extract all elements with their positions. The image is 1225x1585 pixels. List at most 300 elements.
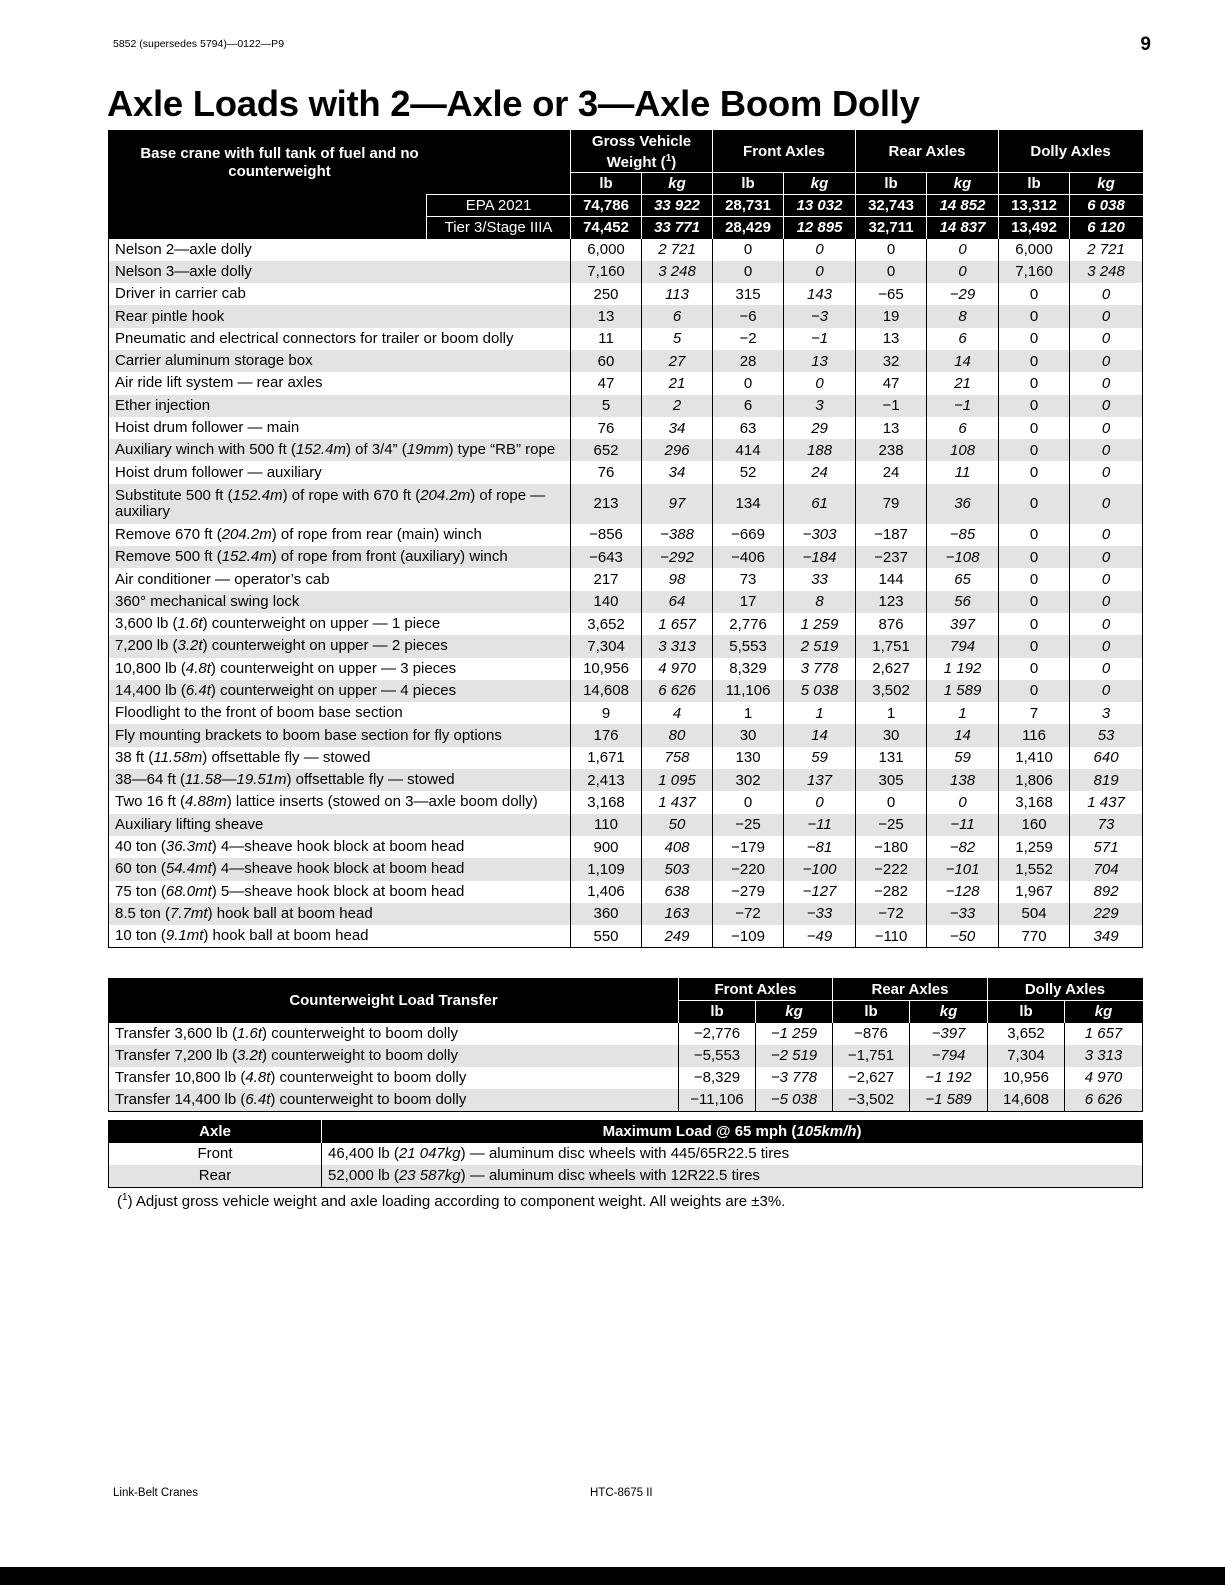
row-value: −2,776 [679,1023,756,1045]
base-value: 32,743 [856,195,927,217]
cw-front-axles-header: Front Axles [679,979,833,1001]
row-value: 56 [927,591,999,613]
row-value: 176 [571,724,642,746]
row-value: 17 [713,591,784,613]
row-value: 0 [1070,635,1143,657]
axle-column-header: Axle [199,1123,231,1141]
row-value: 305 [856,769,927,791]
row-label: 14,400 lb (6.4t) counterweight on upper — 4 pieces [109,680,571,702]
row-value: 32 [856,350,927,372]
row-value: 0 [999,328,1070,350]
row-value: 6,000 [571,239,642,261]
row-value: −876 [833,1023,910,1045]
table-row [109,1023,1143,1045]
row-value: 4 970 [1065,1067,1143,1089]
row-value: −81 [784,836,856,858]
row-value: 876 [856,613,927,635]
row-value: 0 [1070,546,1143,568]
row-value: 65 [927,568,999,590]
row-label: 10 ton (9.1mt) hook ball at boom head [109,925,571,948]
row-label: 8.5 ton (7.7mt) hook ball at boom head [109,903,571,925]
row-value: 11 [571,328,642,350]
row-value: 130 [713,747,784,769]
row-value: −72 [713,903,784,925]
row-value: 0 [999,568,1070,590]
row-value: 79 [856,484,927,524]
footnote: ($^1$) Adjust gross vehicle weight and axle loading according to component weight. All weights are ±3%. [117,1192,786,1210]
table-row [109,881,1143,903]
row-value: 30 [713,724,784,746]
row-value: 1,259 [999,836,1070,858]
row-value: 110 [571,814,642,836]
row-value: 47 [856,372,927,394]
row-value: 0 [999,395,1070,417]
row-value: −406 [713,546,784,568]
row-value: 1,671 [571,747,642,769]
row-value: 6 [642,305,713,327]
page-title: Axle Loads with 2—Axle or 3—Axle Boom Dolly [107,83,920,124]
row-value: 1 192 [927,658,999,680]
row-value: 14 [927,724,999,746]
row-value: 60 [571,350,642,372]
row-value: 0 [1070,591,1143,613]
row-value: 3 [1070,702,1143,724]
row-value: 116 [999,724,1070,746]
row-value: 900 [571,836,642,858]
row-value: 0 [999,524,1070,546]
table-row [109,680,1143,702]
axle-name: Rear [109,1165,322,1188]
row-value: 3 313 [1065,1045,1143,1067]
row-value: 238 [856,439,927,461]
row-label: Substitute 500 ft (152.4m) of rope with 670 ft (204.2m) of rope — auxiliary [109,484,571,524]
row-value: 50 [642,814,713,836]
base-value: 74,452 [571,217,642,239]
unit-lb: lb [679,1001,756,1023]
front-axles-header: Front Axles [713,131,856,173]
table-row [109,702,1143,724]
row-value: 0 [784,791,856,813]
row-value: −3,502 [833,1089,910,1112]
row-value: −33 [927,903,999,925]
row-value: −85 [927,524,999,546]
row-value: 1 657 [642,613,713,635]
row-value: 3 248 [642,261,713,283]
maximum-load-table [108,1120,1143,1188]
row-value: 892 [1070,881,1143,903]
row-value: 0 [856,791,927,813]
row-value: 76 [571,417,642,439]
row-value: 2,627 [856,658,927,680]
row-value: 144 [856,568,927,590]
base-value: 33 771 [642,217,713,239]
row-value: 10,956 [571,658,642,680]
row-value: 0 [713,372,784,394]
row-value: 8 [927,305,999,327]
row-value: 5 [571,395,642,417]
row-value: 21 [642,372,713,394]
row-value: 6 [927,328,999,350]
row-label: Nelson 2—axle dolly [109,239,571,261]
unit-kg: kg [756,1001,833,1023]
row-value: 34 [642,461,713,483]
base-crane-row [109,195,1143,217]
row-value: 503 [642,858,713,880]
row-value: 3,652 [571,613,642,635]
unit-lb: lb [713,173,784,195]
row-value: 0 [1070,461,1143,483]
row-value: −3 [784,305,856,327]
row-value: 213 [571,484,642,524]
row-value: −65 [856,283,927,305]
unit-kg: kg [1070,173,1143,195]
row-value: 3 248 [1070,261,1143,283]
table-row [109,613,1143,635]
row-value: 0 [856,261,927,283]
table-row [109,328,1143,350]
row-value: 11 [927,461,999,483]
row-value: −282 [856,881,927,903]
row-value: −794 [910,1045,988,1067]
row-value: 0 [999,658,1070,680]
row-label: Transfer 14,400 lb (6.4t) counterweight to boom dolly [109,1089,679,1112]
row-value: 13 [784,350,856,372]
row-value: −187 [856,524,927,546]
row-value: 0 [999,613,1070,635]
table-row [109,1089,1143,1112]
row-value: 6 626 [642,680,713,702]
row-value: 1 [856,702,927,724]
row-value: 0 [1070,680,1143,702]
row-value: 59 [927,747,999,769]
row-value: 98 [642,568,713,590]
row-value: 11,106 [713,680,784,702]
row-value: −1 259 [756,1023,833,1045]
row-value: 638 [642,881,713,903]
row-label: Auxiliary winch with 500 ft (152.4m) of 3/4” (19mm) type “RB” rope [109,439,571,461]
footer-brand: Link-Belt Cranes [113,1487,199,1499]
table-row [109,372,1143,394]
row-value: 0 [927,261,999,283]
row-value: −303 [784,524,856,546]
row-value: 0 [784,372,856,394]
row-value: 0 [1070,395,1143,417]
table-row [109,395,1143,417]
row-value: 0 [1070,305,1143,327]
row-value: 21 [927,372,999,394]
max-load-column-header: Maximum Load @ 65 mph (105km/h) [322,1121,1143,1143]
table-row [109,635,1143,657]
row-value: −180 [856,836,927,858]
row-value: 571 [1070,836,1143,858]
row-value: −108 [927,546,999,568]
row-value: 3 313 [642,635,713,657]
row-value: 758 [642,747,713,769]
table-row [109,925,1143,948]
row-value: 33 [784,568,856,590]
table-row [109,724,1143,746]
row-value: −6 [713,305,784,327]
row-label: 60 ton (54.4mt) 4—sheave hook block at boom head [109,858,571,880]
table-row [109,461,1143,483]
row-value: −11,106 [679,1089,756,1112]
table-row [109,903,1143,925]
row-value: −237 [856,546,927,568]
row-label: 38—64 ft (11.58—19.51m) offsettable fly — stowed [109,769,571,791]
row-value: 1,552 [999,858,1070,880]
row-value: 97 [642,484,713,524]
row-value: −1,751 [833,1045,910,1067]
row-value: 61 [784,484,856,524]
row-value: 0 [784,261,856,283]
row-value: 0 [999,591,1070,613]
row-label: Fly mounting brackets to boom base section for fly options [109,724,571,746]
row-value: 0 [1070,328,1143,350]
row-label: Hoist drum follower — auxiliary [109,461,571,483]
row-value: −11 [927,814,999,836]
row-value: −279 [713,881,784,903]
row-value: −25 [713,814,784,836]
row-label: Transfer 3,600 lb (1.6t) counterweight to boom dolly [109,1023,679,1045]
axle-max-load: 52,000 lb (23 587kg) — aluminum disc wheels with 12R22.5 tires [322,1165,1143,1188]
table-row [109,747,1143,769]
row-value: 7 [999,702,1070,724]
row-value: 8,329 [713,658,784,680]
row-value: 1,406 [571,881,642,903]
row-label: Pneumatic and electrical connectors for trailer or boom dolly [109,328,571,350]
row-value: −2 [713,328,784,350]
row-value: 0 [1070,350,1143,372]
row-value: 504 [999,903,1070,925]
row-value: 1 [784,702,856,724]
row-value: 819 [1070,769,1143,791]
row-value: −8,329 [679,1067,756,1089]
row-value: 9 [571,702,642,724]
row-value: 1 259 [784,613,856,635]
row-value: 160 [999,814,1070,836]
row-value: 0 [999,350,1070,372]
row-value: −109 [713,925,784,948]
unit-lb: lb [856,173,927,195]
row-value: 0 [1070,524,1143,546]
unit-lb: lb [571,173,642,195]
row-value: 19 [856,305,927,327]
row-value: −2 519 [756,1045,833,1067]
row-value: 63 [713,417,784,439]
row-value: −110 [856,925,927,948]
row-value: 53 [1070,724,1143,746]
base-value: 13,492 [999,217,1070,239]
unit-kg: kg [927,173,999,195]
table-row [109,568,1143,590]
row-value: 134 [713,484,784,524]
row-label: Floodlight to the front of boom base section [109,702,571,724]
row-value: 5 [642,328,713,350]
row-label: Remove 500 ft (152.4m) of rope from front (auxiliary) winch [109,546,571,568]
row-value: 0 [999,305,1070,327]
table-row [109,524,1143,546]
row-value: 0 [713,791,784,813]
row-value: 408 [642,836,713,858]
row-value: 550 [571,925,642,948]
row-value: 113 [642,283,713,305]
row-value: 14,608 [571,680,642,702]
base-crane-label: Base crane with full tank of fuel and no counterweight [140,144,419,180]
row-value: −127 [784,881,856,903]
row-value: −49 [784,925,856,948]
row-label: Ether injection [109,395,571,417]
row-value: 3,168 [571,791,642,813]
row-label: Driver in carrier cab [109,283,571,305]
unit-lb: lb [999,173,1070,195]
row-value: −220 [713,858,784,880]
row-value: 80 [642,724,713,746]
base-row-label: EPA 2021 [427,195,571,217]
table-row [109,417,1143,439]
table-row [109,591,1143,613]
row-value: 1 [927,702,999,724]
row-value: 0 [1070,372,1143,394]
row-value: −1 [856,395,927,417]
row-label: 360° mechanical swing lock [109,591,571,613]
axle-max-load: 46,400 lb (21 047kg) — aluminum disc wheels with 445/65R22.5 tires [322,1143,1143,1165]
row-value: 0 [713,261,784,283]
base-value: 28,731 [713,195,784,217]
row-value: 10,956 [988,1067,1065,1089]
row-value: 1,410 [999,747,1070,769]
axle-name: Front [109,1143,322,1165]
base-value: 14 837 [927,217,999,239]
row-value: 229 [1070,903,1143,925]
row-value: 0 [999,372,1070,394]
footer-model: HTC-8675 II [590,1487,653,1499]
row-value: 76 [571,461,642,483]
base-value: 13,312 [999,195,1070,217]
row-value: −222 [856,858,927,880]
row-value: 6 626 [1065,1089,1143,1112]
row-value: 0 [1070,417,1143,439]
row-value: 7,304 [571,635,642,657]
row-value: 0 [713,239,784,261]
row-value: 1 437 [1070,791,1143,813]
row-value: 138 [927,769,999,791]
base-row-label: Tier 3/Stage IIIA [427,217,571,239]
row-value: 6,000 [999,239,1070,261]
row-value: 1 437 [642,791,713,813]
row-value: 7,160 [571,261,642,283]
row-value: 794 [927,635,999,657]
row-value: 13 [571,305,642,327]
row-value: 64 [642,591,713,613]
row-label: 40 ton (36.3mt) 4—sheave hook block at boom head [109,836,571,858]
row-value: 3 [784,395,856,417]
row-label: Air ride lift system — rear axles [109,372,571,394]
table-row [109,305,1143,327]
row-value: 131 [856,747,927,769]
row-value: −5,553 [679,1045,756,1067]
table-row [109,791,1143,813]
row-value: 0 [927,791,999,813]
row-value: −82 [927,836,999,858]
row-value: −179 [713,836,784,858]
table-row [109,658,1143,680]
row-value: 140 [571,591,642,613]
row-value: 0 [1070,568,1143,590]
row-value: 704 [1070,858,1143,880]
base-value: 12 895 [784,217,856,239]
row-value: −397 [910,1023,988,1045]
row-value: 137 [784,769,856,791]
row-label: 10,800 lb (4.8t) counterweight on upper — 3 pieces [109,658,571,680]
row-value: 0 [856,239,927,261]
row-value: 217 [571,568,642,590]
row-value: 1,109 [571,858,642,880]
row-value: 3 778 [784,658,856,680]
row-value: 0 [999,680,1070,702]
row-label: 3,600 lb (1.6t) counterweight on upper — 1 piece [109,613,571,635]
row-value: 5 038 [784,680,856,702]
row-value: 1 589 [927,680,999,702]
row-value: −3 778 [756,1067,833,1089]
base-value: 6 038 [1070,195,1143,217]
table-row [109,350,1143,372]
row-value: −1 589 [910,1089,988,1112]
row-value: 2 [642,395,713,417]
row-value: 5,553 [713,635,784,657]
cw-rear-axles-header: Rear Axles [833,979,988,1001]
row-value: −1 [927,395,999,417]
counterweight-transfer-table [108,978,1143,1112]
row-value: 1,967 [999,881,1070,903]
row-value: 29 [784,417,856,439]
row-value: −100 [784,858,856,880]
row-value: 0 [999,635,1070,657]
row-value: −33 [784,903,856,925]
row-value: 1,751 [856,635,927,657]
gvw-header: Gross Vehicle Weight ($^1$) [571,131,713,173]
document-code: 5852 (supersedes 5794)—0122—P9 [113,38,285,50]
table-row [109,1067,1143,1089]
row-value: 3,168 [999,791,1070,813]
axle-loads-table [108,130,1143,948]
row-value: 770 [999,925,1070,948]
table-row [109,261,1143,283]
row-value: 30 [856,724,927,746]
table-row [109,858,1143,880]
unit-lb: lb [988,1001,1065,1023]
row-value: 14 [927,350,999,372]
row-value: 108 [927,439,999,461]
unit-kg: kg [784,173,856,195]
row-value: 0 [784,239,856,261]
row-value: 349 [1070,925,1143,948]
base-value: 32,711 [856,217,927,239]
row-value: −50 [927,925,999,948]
base-value: 28,429 [713,217,784,239]
counterweight-transfer-title: Counterweight Load Transfer [289,992,498,1010]
base-value: 6 120 [1070,217,1143,239]
row-value: 0 [999,417,1070,439]
row-value: 0 [999,461,1070,483]
row-value: 3,652 [988,1023,1065,1045]
row-value: 4 [642,702,713,724]
base-crane-row [109,217,1143,239]
row-label: Hoist drum follower — main [109,417,571,439]
row-value: 7,160 [999,261,1070,283]
base-value: 14 852 [927,195,999,217]
row-value: −643 [571,546,642,568]
row-value: 1 [713,702,784,724]
